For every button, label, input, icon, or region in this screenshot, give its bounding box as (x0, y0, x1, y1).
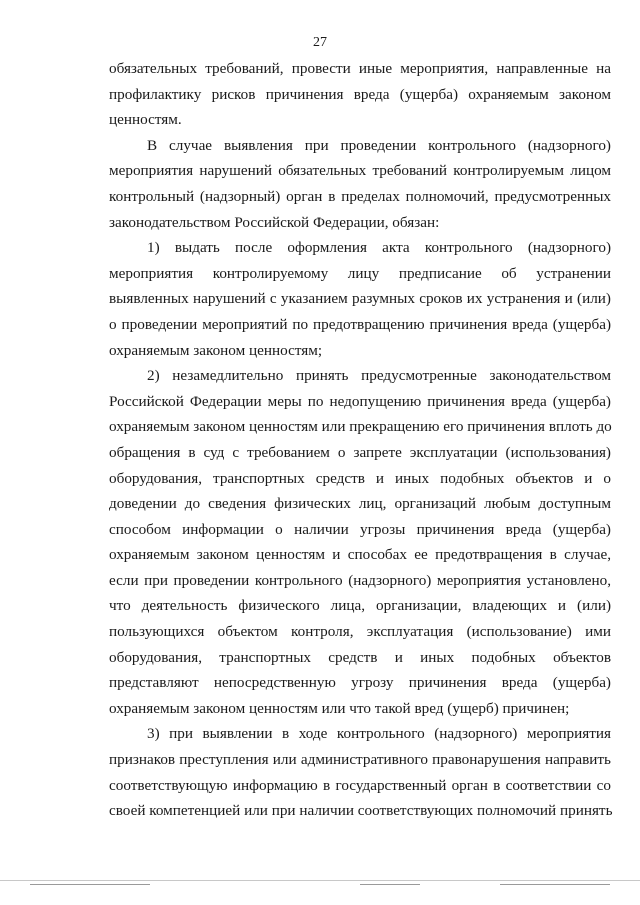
text-line: соответствующую информацию в государственный орган в соответствии со (109, 776, 611, 794)
text-line: мероприятия нарушений обязательных требований контролируемым лицом (109, 162, 611, 180)
text-line: представляют непосредственную угрозу причинения вреда (ущерба) (109, 674, 611, 692)
text-line: обращения в суд с требованием о запрете эксплуатации (использования) (109, 443, 611, 461)
text-line: законодательством Российской Федерации, обязан: (109, 213, 440, 231)
text-line: доведении до сведения физических лиц, организаций любым доступным (109, 495, 611, 513)
text-line: контрольный (надзорный) орган в пределах полномочий, предусмотренных (109, 187, 611, 205)
text-line: охраняемым законом ценностям или что такой вред (ущерб) причинен; (109, 699, 570, 717)
text-line: если при проведении контрольного (надзорного) мероприятия установлено, (109, 571, 611, 589)
text-line: пользующихся объектом контроля, эксплуатация (использование) ими (109, 623, 611, 641)
text-line: о проведении мероприятий по предотвращению причинения вреда (ущерба) (109, 315, 611, 333)
text-line: профилактику рисков причинения вреда (ущерба) охраняемым законом (109, 85, 611, 103)
text-line: 3) при выявлении в ходе контрольного (надзорного) мероприятия (147, 725, 611, 743)
scan-artifact (360, 884, 420, 885)
paragraph (109, 133, 611, 235)
text-line: обязательных требований, провести иные мероприятия, направленные на (109, 60, 611, 77)
page-number: 27 (313, 35, 327, 50)
text-line: мероприятия контролируемому лицу предписание об устранении (109, 264, 611, 282)
paragraph (109, 235, 611, 363)
paragraph (109, 363, 611, 721)
text-line: что деятельность физического лица, организации, владеющих и (или) (109, 597, 611, 615)
text-line: способом информации о наличии угрозы причинения вреда (ущерба) (109, 520, 611, 538)
text-line: охраняемым законом ценностям и способах ее предотвращения в случае, (109, 546, 611, 564)
text-line: 2) незамедлительно принять предусмотренные законодательством (147, 367, 611, 385)
text-line: Российской Федерации меры по недопущению причинения вреда (ущерба) (109, 392, 611, 410)
text-line: охраняемым законом ценностям или прекращению его причинения вплоть до (109, 418, 612, 436)
scan-artifact (30, 884, 150, 885)
paragraph (109, 56, 611, 133)
footer-rule (0, 880, 640, 881)
text-line: выявленных нарушений с указанием разумных сроков их устранения и (или) (109, 290, 611, 308)
text-line: ценностям. (109, 111, 182, 129)
document-body (109, 56, 611, 824)
text-line: оборудования, транспортных средств и иных подобных объектов и о (109, 469, 611, 487)
scan-artifact (500, 884, 610, 885)
text-line: охраняемым законом ценностям; (109, 341, 323, 359)
text-line: признаков преступления или административного правонарушения направить (109, 751, 611, 769)
text-line: оборудования, транспортных средств и иных подобных объектов (109, 648, 611, 666)
text-line: 1) выдать после оформления акта контрольного (надзорного) (147, 239, 611, 257)
paragraph (109, 721, 611, 823)
text-line: своей компетенцией или при наличии соответствующих полномочий принять (109, 802, 613, 820)
text-line: В случае выявления при проведении контрольного (надзорного) (147, 136, 611, 154)
